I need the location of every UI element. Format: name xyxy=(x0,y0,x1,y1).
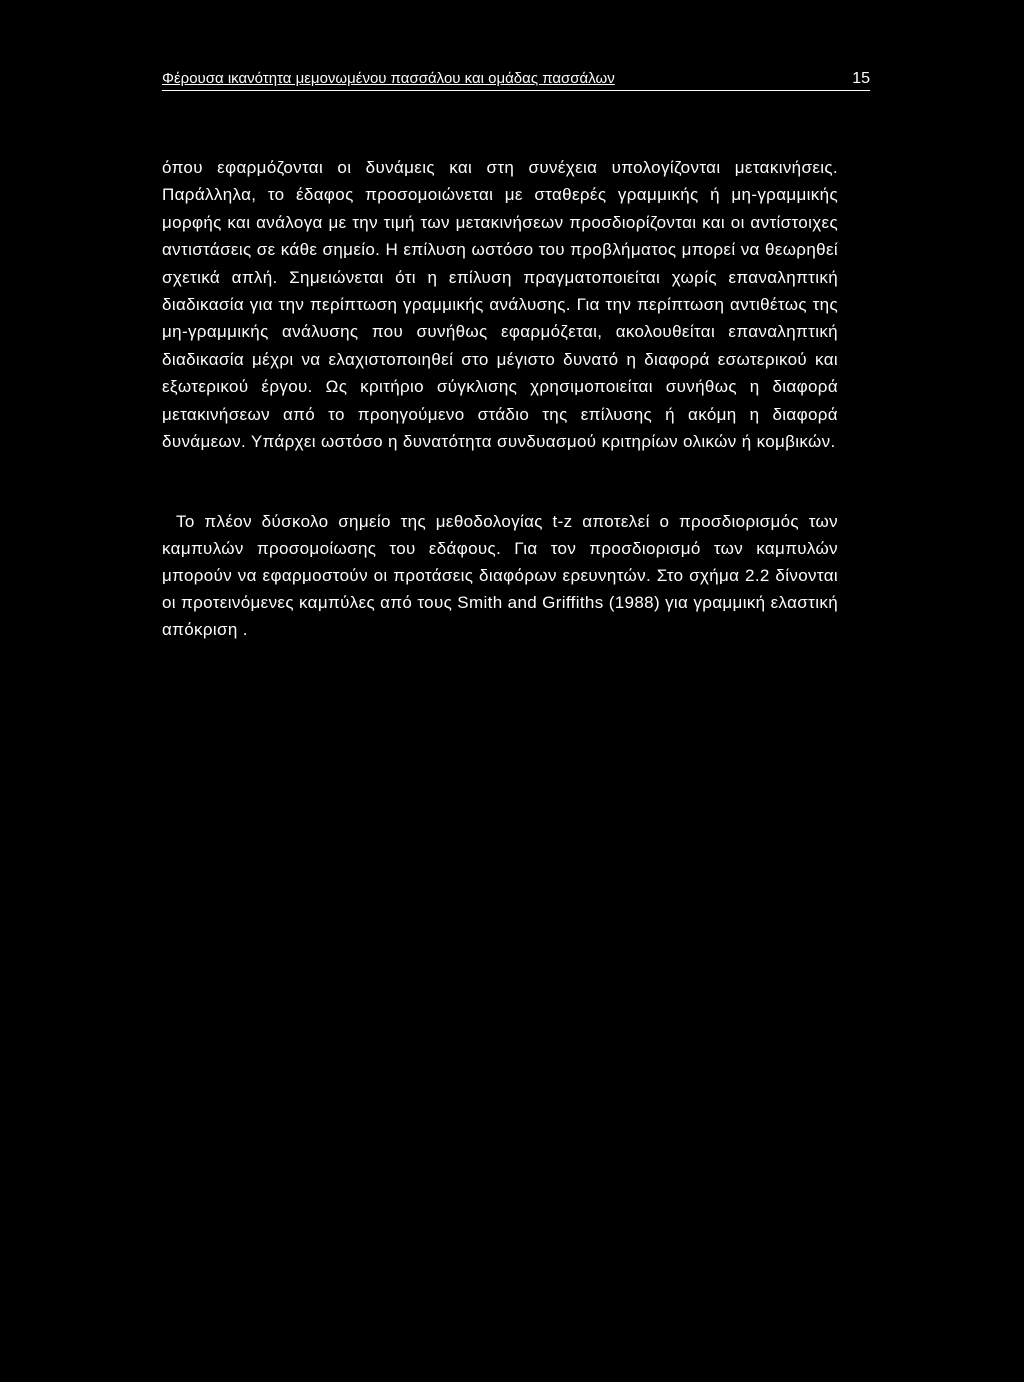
page-header xyxy=(162,68,870,91)
page-number: 15 xyxy=(852,70,870,87)
body-paragraph-2: Το πλέον δύσκολο σημείο της μεθοδολογίας t-z αποτελεί ο προσδιορισμός των καμπυλών προσομοίωσης του εδάφους. Για τον προσδιορισμό των καμπυλών μπορούν να εφαρμοστούν οι προτάσεις διαφόρων ερευνητών. Στο σχήμα 2.2 δίνονται οι προτεινόμενες καμπύλες από τους Smith and Griffiths (1988) για γραμμική ελαστική απόκριση . xyxy=(162,512,838,639)
body-paragraph-1: όπου εφαρμόζονται οι δυνάμεις και στη συνέχεια υπολογίζονται μετακινήσεις. Παράλληλα, το έδαφος προσομοιώνεται με σταθερές γραμμικής ή μη-γραμμικής μορφής και ανάλογα με την τιμή των μετακινήσεων προσδιορίζονται και οι αντίστοιχες αντιστάσεις σε κάθε σημείο. Η επίλυση ωστόσο του προβλήματος μπορεί να θεωρηθεί σχετικά απλή. Σημειώνεται ότι η επίλυση πραγματοποιείται χωρίς επαναληπτική διαδικασία για την περίπτωση γραμμικής ανάλυσης. Για την περίπτωση αντιθέτως της μη-γραμμικής ανάλυσης που συνήθως εφαρμόζεται, ακολουθείται επαναληπτική διαδικασία μέχρι να ελαχιστοποιηθεί στο μέγιστο δυνατό η διαφορά εσωτερικού και εξωτερικού έργου. Ως κριτήριο σύγκλισης χρησιμοποιείται συνήθως η διαφορά μετακινήσεων από το προηγούμενο στάδιο της επίλυσης ή ακόμη η διαφορά δυνάμεων. Υπάρχει ωστόσο η δυνατότητα συνδυασμού κριτηρίων ολικών ή κομβικών. xyxy=(162,158,838,452)
running-title: Φέρουσα ικανότητα μεμονωμένου πασσάλου και ομάδας πασσάλων xyxy=(162,70,615,87)
